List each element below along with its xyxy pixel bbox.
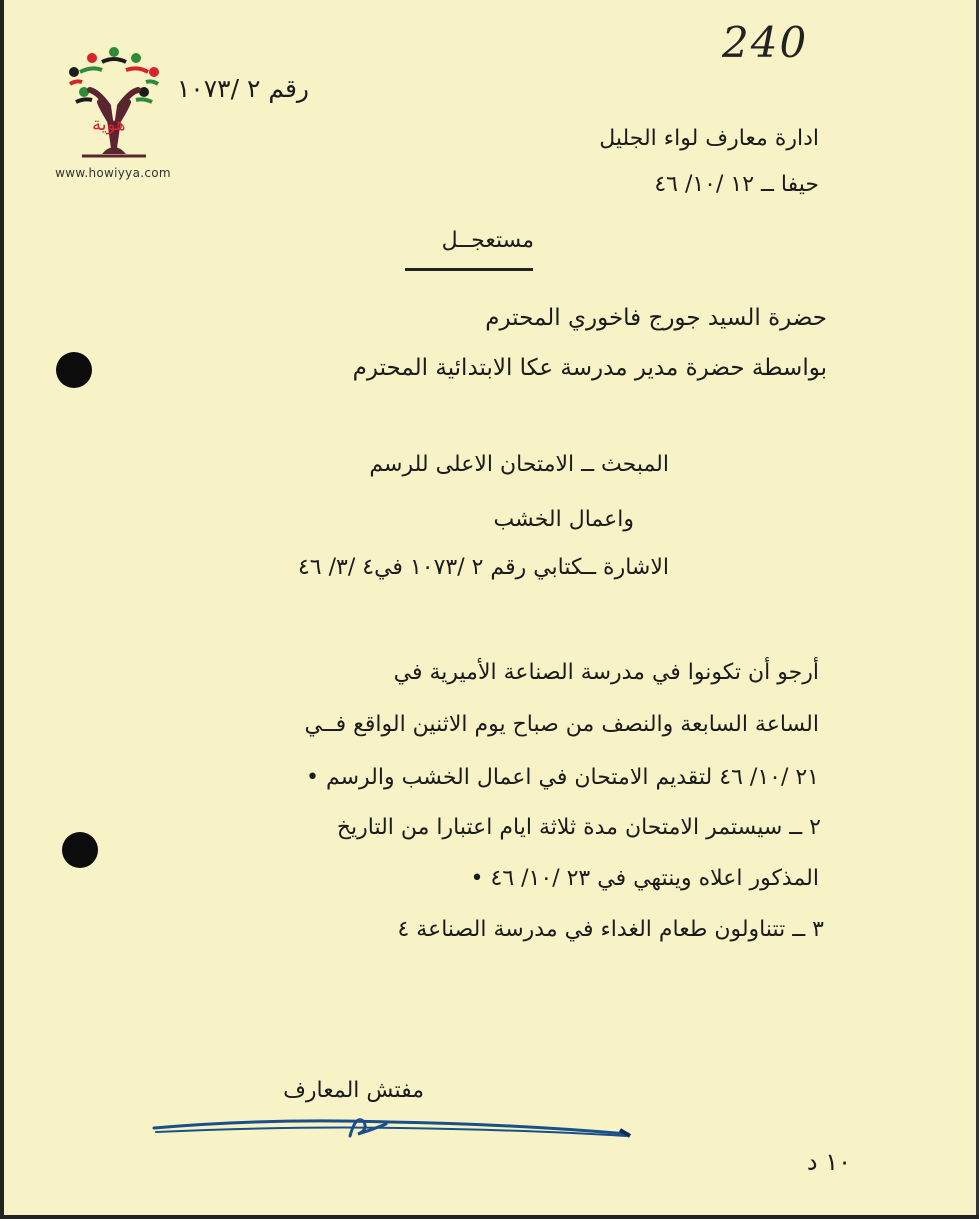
tree-people-logo-icon: [62, 44, 166, 164]
addressee-line-1: حضرة السيد جورج فاخوري المحترم: [485, 305, 827, 331]
subject-line-1: المبحث ــ الامتحان الاعلى للرسم: [369, 452, 669, 477]
subject-line-2: واعمال الخشب: [493, 507, 634, 532]
reference-line: الاشارة ــكتابي رقم ٢ /١٠٧٣ في٤ /٣/ ٤٦: [297, 555, 669, 580]
sender-department: ادارة معارف لواء الجليل: [599, 126, 819, 151]
handwritten-signature: [150, 1100, 640, 1150]
urgency-underline: [405, 268, 533, 271]
logo-url: www.howiyya.com: [55, 166, 171, 180]
signature-title: مفتش المعارف: [283, 1078, 424, 1103]
body-line-3: ٢١ /١٠/ ٤٦ لتقديم الامتحان في اعمال الخشب والرسم •: [306, 765, 819, 790]
scan-edge-left: [0, 0, 4, 1219]
logo: [48, 44, 178, 184]
punch-hole-top: [56, 352, 92, 388]
body-line-1: أرجو أن تكونوا في مدرسة الصناعة الأميرية في: [393, 660, 819, 685]
reference-number: رقم ٢ /١٠٧٣: [176, 74, 309, 103]
addressee-line-2: بواسطة حضرة مدير مدرسة عكا الابتدائية المحترم: [352, 355, 827, 381]
scan-edge-bottom: [0, 1215, 979, 1219]
place-date: حيفا ــ ١٢ /١٠/ ٤٦: [654, 172, 819, 197]
footer-code: ١٠ د: [806, 1148, 851, 1176]
urgency-label: مستعجــل: [441, 228, 534, 253]
logo-arabic-text: هوية: [92, 114, 126, 135]
body-line-4: ٢ ــ سيستمر الامتحان مدة ثلاثة ايام اعتبارا من التاريخ: [336, 815, 821, 840]
page-number: 240: [722, 18, 809, 67]
body-line-5: المذكور اعلاه وينتهي في ٢٣ /١٠/ ٤٦ •: [470, 866, 819, 891]
body-line-6: ٣ ــ تتناولون طعام الغداء في مدرسة الصناعة ٤: [397, 917, 824, 942]
punch-hole-bottom: [62, 832, 98, 868]
body-line-2: الساعة السابعة والنصف من صباح يوم الاثنين الواقع فــي: [304, 712, 819, 737]
